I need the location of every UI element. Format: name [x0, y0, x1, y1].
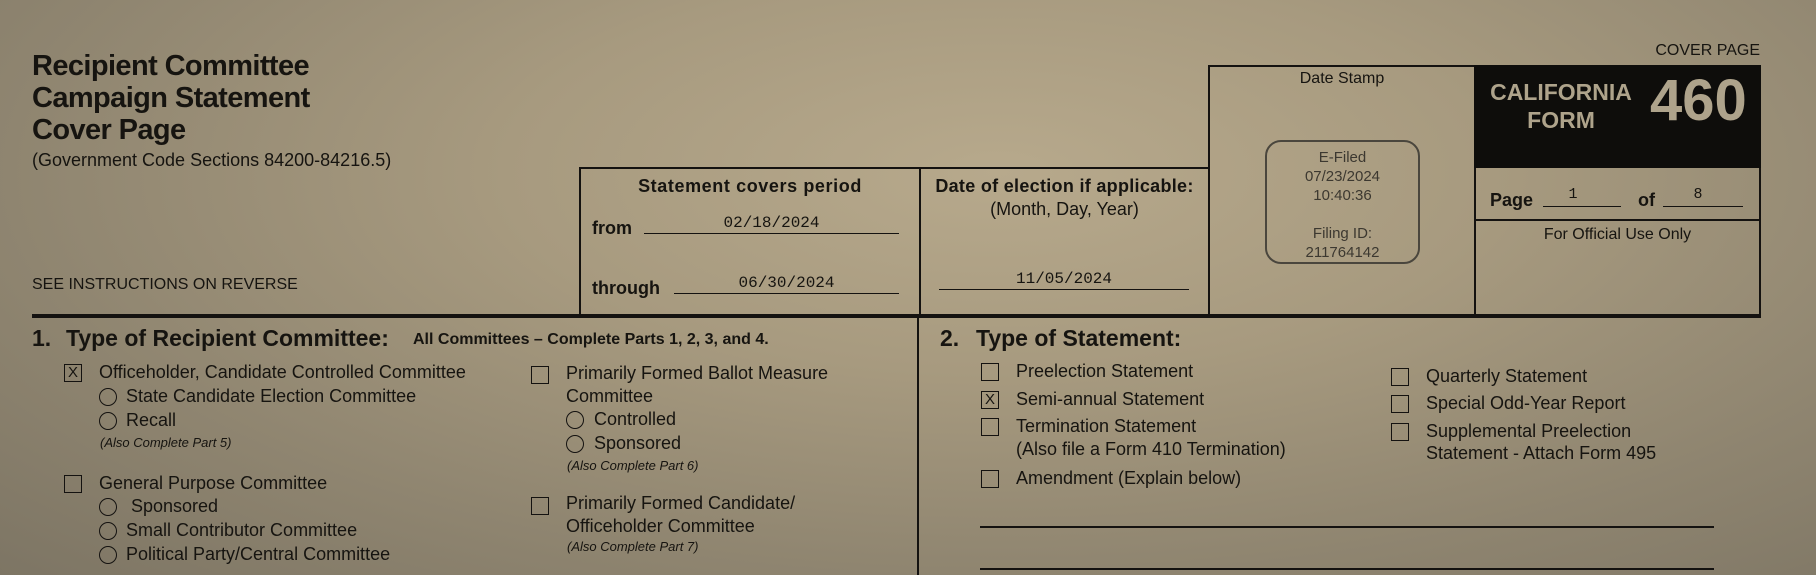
state-candidate-label: State Candidate Election Committee	[126, 386, 417, 406]
state-candidate-radio[interactable]	[99, 388, 117, 406]
ballot-measure-label-2: Committee	[566, 386, 654, 406]
from-label: from	[592, 218, 632, 238]
recall-label: Recall	[126, 410, 177, 430]
small-contributor-radio[interactable]	[99, 522, 117, 540]
through-label: through	[592, 278, 660, 298]
ballot-measure-checkbox[interactable]	[531, 366, 549, 384]
title-line-3: Cover Page	[32, 114, 186, 146]
title-line-2: Campaign Statement	[32, 82, 310, 114]
gov-code: (Government Code Sections 84200-84216.5)	[32, 150, 392, 170]
officeholder-label: Officeholder, Candidate Controlled Committee	[99, 362, 466, 382]
filing-id-label: Filing ID:	[1312, 225, 1373, 242]
special-odd-year-label: Special Odd-Year Report	[1426, 393, 1626, 413]
form-state-label	[1486, 78, 1636, 134]
header-rule	[32, 314, 1761, 318]
supplemental-label-1: Supplemental Preelection	[1426, 421, 1632, 441]
preelection-label: Preelection Statement	[1016, 361, 1194, 381]
general-purpose-label: General Purpose Committee	[99, 473, 328, 493]
political-party-radio[interactable]	[99, 546, 117, 564]
supplemental-checkbox[interactable]	[1391, 423, 1409, 441]
candidate-committee-label-1: Primarily Formed Candidate/	[566, 493, 796, 513]
candidate-committee-label-2: Officeholder Committee	[566, 516, 755, 536]
part6-note: (Also Complete Part 6)	[567, 458, 699, 473]
part5-note: (Also Complete Part 5)	[100, 435, 232, 450]
ballot-sponsored-radio[interactable]	[566, 435, 584, 453]
efiled-time: 10:40:36	[1313, 187, 1372, 204]
termination-label-2: (Also file a Form 410 Termination)	[1016, 439, 1286, 459]
efiled-label: E-Filed	[1318, 149, 1367, 166]
recall-radio[interactable]	[99, 412, 117, 430]
special-odd-year-checkbox[interactable]	[1391, 395, 1409, 413]
officeholder-checkbox[interactable]: X	[64, 364, 82, 382]
semiannual-checkbox[interactable]: X	[981, 391, 999, 409]
amendment-checkbox[interactable]	[981, 470, 999, 488]
title-line-1: Recipient Committee	[32, 50, 310, 82]
sponsored-label: Sponsored	[131, 496, 219, 516]
form-state-line-2: FORM	[1527, 107, 1595, 133]
from-date-field[interactable]: 02/18/2024	[723, 214, 820, 232]
page-label: Page	[1490, 190, 1534, 210]
through-date-field[interactable]: 06/30/2024	[738, 274, 835, 292]
amendment-label: Amendment (Explain below)	[1016, 468, 1242, 488]
candidate-committee-checkbox[interactable]	[531, 497, 549, 515]
cover-page-label: COVER PAGE	[1655, 42, 1760, 59]
form-divider	[1474, 219, 1761, 221]
election-date-field[interactable]: 11/05/2024	[1015, 270, 1112, 288]
general-purpose-checkbox[interactable]	[64, 475, 82, 493]
filing-id-value: 211764142	[1305, 244, 1380, 261]
column-divider	[917, 316, 919, 575]
quarterly-label: Quarterly Statement	[1426, 366, 1588, 386]
form-title	[32, 50, 310, 146]
total-pages-field[interactable]: 8	[1693, 186, 1703, 203]
efiled-date: 07/23/2024	[1304, 168, 1381, 185]
termination-checkbox[interactable]	[981, 418, 999, 436]
period-heading: Statement covers period	[638, 176, 862, 196]
section1-number: 1.	[32, 325, 52, 351]
official-use-label: For Official Use Only	[1543, 226, 1692, 243]
semiannual-label: Semi-annual Statement	[1016, 389, 1205, 409]
section2-number: 2.	[940, 325, 960, 351]
page-number-field[interactable]: 1	[1568, 186, 1578, 203]
amendment-explain-line-2[interactable]	[980, 568, 1714, 570]
form-number: 460	[1650, 68, 1747, 133]
sponsored-radio[interactable]	[99, 498, 117, 516]
date-stamp-heading: Date Stamp	[1299, 70, 1385, 87]
supplemental-label-2: Statement - Attach Form 495	[1426, 443, 1657, 463]
form-state-line-1: CALIFORNIA	[1490, 79, 1632, 105]
preelection-checkbox[interactable]	[981, 363, 999, 381]
amendment-explain-line-1[interactable]	[980, 526, 1714, 528]
termination-label-1: Termination Statement	[1016, 416, 1197, 436]
section1-heading: Type of Recipient Committee:	[66, 325, 389, 351]
efile-stamp	[1265, 140, 1420, 264]
section1-subheading: All Committees – Complete Parts 1, 2, 3, and 4.	[413, 331, 769, 348]
controlled-label: Controlled	[594, 409, 677, 429]
ballot-measure-label-1: Primarily Formed Ballot Measure	[566, 363, 829, 383]
controlled-radio[interactable]	[566, 411, 584, 429]
election-heading: Date of election if applicable:	[935, 176, 1194, 196]
quarterly-checkbox[interactable]	[1391, 368, 1409, 386]
ballot-sponsored-label: Sponsored	[594, 433, 682, 453]
election-subheading: (Month, Day, Year)	[990, 199, 1139, 219]
small-contributor-label: Small Contributor Committee	[126, 520, 358, 540]
part7-note: (Also Complete Part 7)	[567, 539, 699, 554]
section2-heading: Type of Statement:	[976, 325, 1182, 351]
of-label: of	[1638, 190, 1655, 210]
instructions-note: SEE INSTRUCTIONS ON REVERSE	[32, 276, 298, 293]
political-party-label: Political Party/Central Committee	[126, 544, 391, 564]
